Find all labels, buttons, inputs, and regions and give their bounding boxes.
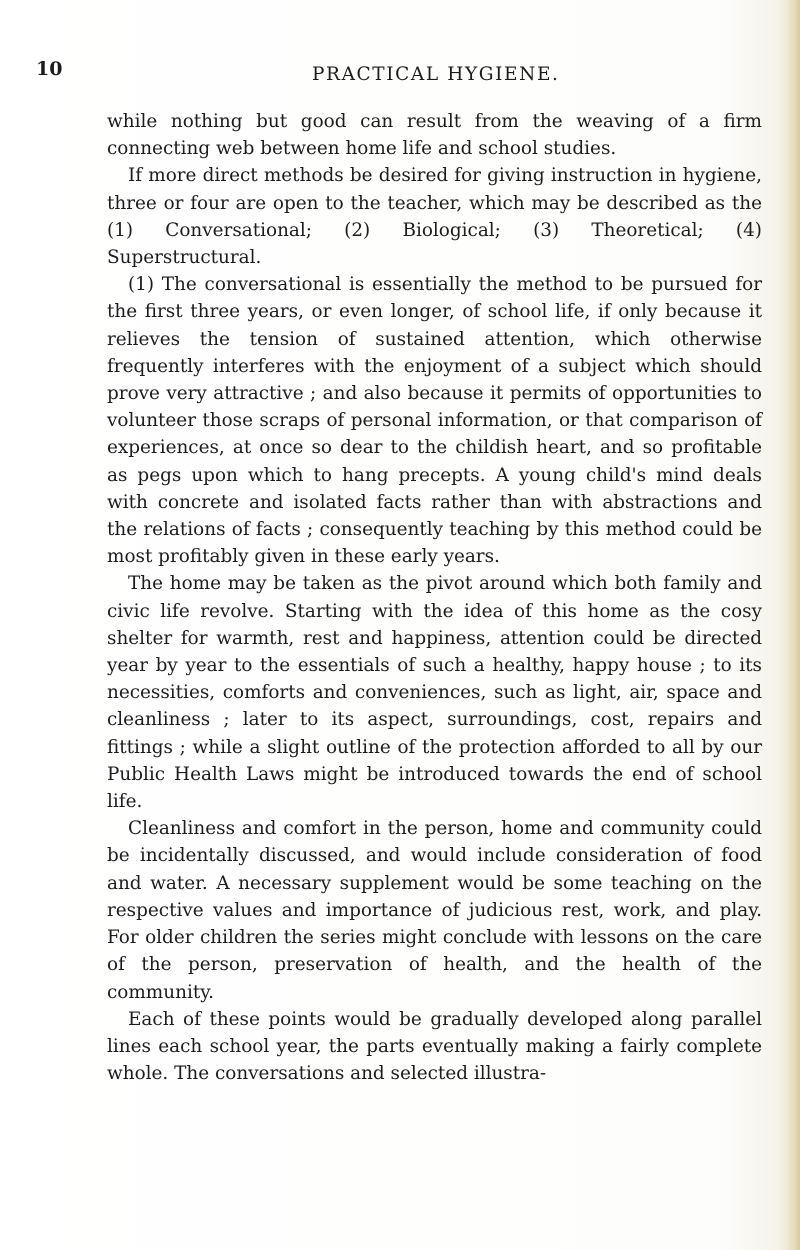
paragraph-continued: while nothing but good can result from the weaving of a firm connecting web between home life and school studies.	[107, 111, 762, 160]
page-number: 10	[36, 58, 63, 80]
body-text	[107, 108, 762, 1087]
paragraph-cleanliness: Cleanliness and comfort in the person, home and community could be incidentally discussed, and would include consideration of food and water. A necessary supplement would be some teaching on the respective values and importance of judicious rest, work, and play. For older children the series might conclude with lessons on the care of the person, preservation of health, and the health of the community.	[107, 818, 762, 1003]
paragraph-parallel-development: Each of these points would be gradually developed along parallel lines each school year, the parts eventually making a fairly complete whole. The conversations and selected illustra-	[107, 1008, 762, 1085]
paragraph-home-pivot: The home may be taken as the pivot around which both family and civic life revolve. Starting with the idea of this home as the cosy shelter for warmth, rest and happiness, attention could be directed year by year to the essentials of such a healthy, happy house ; to its necessities, comforts and conveniences, such as light, air, space and cleanliness ; later to its aspect, surroundings, cost, repairs and fittings ; while a slight outline of the protection afforded to all by our Public Health Laws might be introduced towards the end of school life.	[107, 573, 762, 813]
paragraph-methods-intro: If more direct methods be desired for giving instruction in hygiene, three or four are open to the teacher, which may be described as the (1) Conversational; (2) Biological; (3) Theoretical; (4) Superstructural.	[107, 165, 762, 269]
running-title: PRACTICAL HYGIENE.	[312, 64, 560, 85]
page-edge-shadow	[786, 0, 800, 1250]
page-header	[0, 58, 800, 88]
paragraph-conversational-method: (1) The conversational is essentially the method to be pursued for the first three years, or even longer, of school life, if only because it relieves the tension of sustained attention, which otherwise frequently interferes with the enjoyment of a subject which should prove very attractive ; and also because it permits of opportunities to volunteer those scraps of personal information, or that comparison of experiences, at once so dear to the childish heart, and so profitable as pegs upon which to hang precepts. A young child's mind deals with concrete and isolated facts rather than with abstractions and the relations of facts ; consequently teaching by this method could be most profitably given in these early years.	[107, 274, 762, 568]
